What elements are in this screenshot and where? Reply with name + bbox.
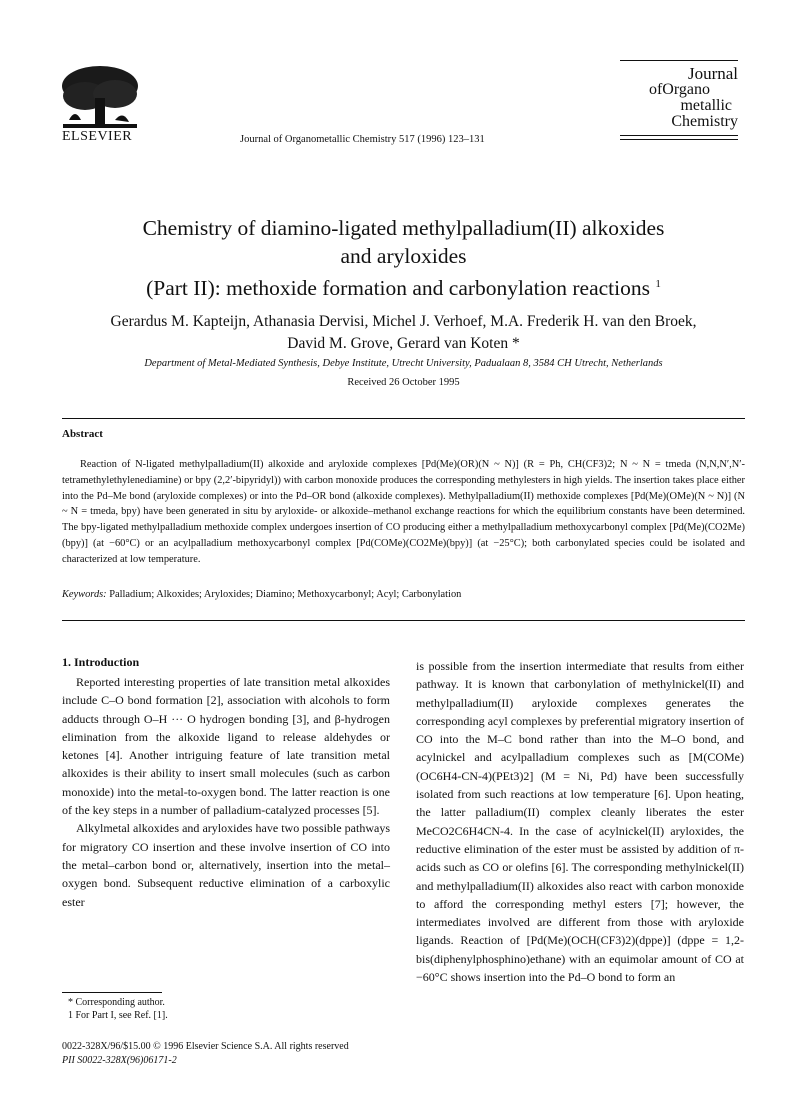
footnote-rule (62, 992, 162, 993)
abstract-text: Reaction of N-ligated methylpalladium(II) alkoxide and aryloxide complexes [Pd(Me)(OR)(N ~ N)] (R = Ph, CH(CF3)2; N ~ N = tmeda (N,N,N′,N′-tetramethylethylenediamine) or bpy (2,2′-bipyridyl)) with carbon monoxide produces the corresponding methylesters in high yields. The insertion takes place either into the Pd–Me bond (aryloxide complexes) or into the Pd–OR bond (alkoxide complexes). Methylpalladium(II) methoxide complexes [Pd(Me)(OMe)(N ~ N)] (N ~ N = tmeda, bpy) have been generated in situ by aryloxide- or alkoxide–methanol exchange reactions for which the equilibrium constants have been determined. The bpy-ligated methylpalladium methoxide complex undergoes insertion of CO producing either a methylpalladium methoxycarbonyl complex [Pd(Me)(CO2Me)(bpy)] (at −60°C) or an acylpalladium methoxycarbonyl complex [Pd(COMe)(CO2Me)(bpy)] (at −25°C); both carbonylated species could be isolated and characterized at low temperature. (62, 459, 745, 565)
author-line: Gerardus M. Kapteijn, Athanasia Dervisi, Michel J. Verhoef, M.A. Frederik H. van den Broek, (110, 313, 697, 330)
keywords-text: Palladium; Alkoxides; Aryloxides; Diamino; Methoxycarbonyl; Acyl; Carbonylation (109, 589, 462, 600)
abstract-heading: Abstract (62, 428, 103, 440)
received-date: Received 26 October 1995 (347, 377, 460, 388)
copyright (62, 1040, 349, 1068)
journal-mark (618, 66, 738, 130)
paragraph: is possible from the insertion intermediate that results from either pathway. It is known that carbonylation of methylnickel(II) and methylpalladium(II) aryloxide complexes generates the corresponding acyl complexes by preferential migratory insertion of CO into the M–C bond rather than into the M–O bond, and acylnickel and acylpalladium complexes such as [M(COMe)(OC6H4-CN-4)(PEt3)2] (M = Ni, Pd) have been successfully isolated from such reactions at low temperature [6]. Upon heating, the latter palladium(II) complex cleanly liberates the ester MeCO2C6H4CN-4. In the case of acylnickel(II) aryloxides, the reductive elimination of the ester must be assisted by addition of π-acids such as CO or olefins [6]. The corresponding methylnickel(II) and methylpalladium(II) alkoxides also react with carbon monoxide to afford the corresponding methyl esters [7]; however, the intermediates involved are different from those with aryloxide ligands. Reaction of [Pd(Me)(OCH(CF3)2)(dppe)] (dppe = 1,2-bis(diphenylphosphino)ethane) with an equimolar amount of CO at −60°C shows insertion into the Pd–O bond to form an (416, 659, 744, 985)
journal-mark-line: Journal (687, 64, 738, 83)
copyright-line: 0022-328X/96/$15.00 © 1996 Elsevier Science S.A. All rights reserved (62, 1041, 349, 1052)
footnote: * Corresponding author. (68, 997, 165, 1008)
journal-rule-top (620, 60, 738, 61)
body-column-right (416, 657, 744, 986)
paragraph: Reported interesting properties of late transition metal alkoxides include C–O bond formation [2], association with alcohols to form adducts through O–H ··· O hydrogen bonding [3], and β-hydrogen elimination from the alkoxide ligand to release aldehydes or ketones [4]. Another intriguing feature of late transition metal alkoxides is their ability to insert small molecules (such as carbon monoxide) into the metal-to-oxygen bond. The latter reaction is one of the key steps in a number of palladium-catalyzed processes [5]. (62, 675, 390, 818)
paragraph: Alkylmetal alkoxides and aryloxides have two possible pathways for migratory CO insertion and these involve insertion of CO into the metal–carbon bond or, alternatively, insertion into the metal–oxygen bond. Subsequent reductive elimination of a carboxylic ester (62, 821, 390, 909)
keywords (62, 589, 745, 600)
journal-mark-line: ofOrgano (648, 81, 710, 98)
footnote: 1 For Part I, see Ref. [1]. (68, 1010, 168, 1021)
author-line: David M. Grove, Gerard van Koten * (287, 335, 520, 352)
keywords-label: Keywords: (62, 589, 107, 600)
journal-rule-bottom-1 (620, 135, 738, 136)
title-line: Chemistry of diamino-ligated methylpalladium(II) alkoxides (142, 216, 665, 240)
journal-citation: Journal of Organometallic Chemistry 517 (1996) 123–131 (240, 134, 485, 145)
title-line: and aryloxides (340, 244, 467, 268)
footnotes (62, 996, 168, 1022)
journal-rule-bottom-2 (620, 139, 738, 140)
article-title (60, 214, 747, 302)
elsevier-tree-logo (55, 62, 145, 132)
title-footnote-mark: 1 (655, 278, 661, 290)
body-column-left (62, 673, 390, 911)
publisher-name: ELSEVIER (62, 129, 133, 144)
rule-below-abstract (62, 620, 745, 621)
journal-mark-line: metallic (680, 97, 732, 114)
section-heading: 1. Introduction (62, 655, 140, 669)
rule-above-abstract (62, 418, 745, 419)
affiliation: Department of Metal-Mediated Synthesis, Debye Institute, Utrecht University, Padualaan 8, 3584 CH Utrecht, Netherlands (144, 358, 663, 369)
title-line-text: (Part II): methoxide formation and carbonylation reactions (146, 276, 650, 301)
author-list (50, 311, 757, 355)
journal-mark-line: Chemistry (671, 113, 738, 130)
pii-line: PII S0022-328X(96)06171-2 (62, 1055, 177, 1066)
title-line (60, 270, 747, 302)
